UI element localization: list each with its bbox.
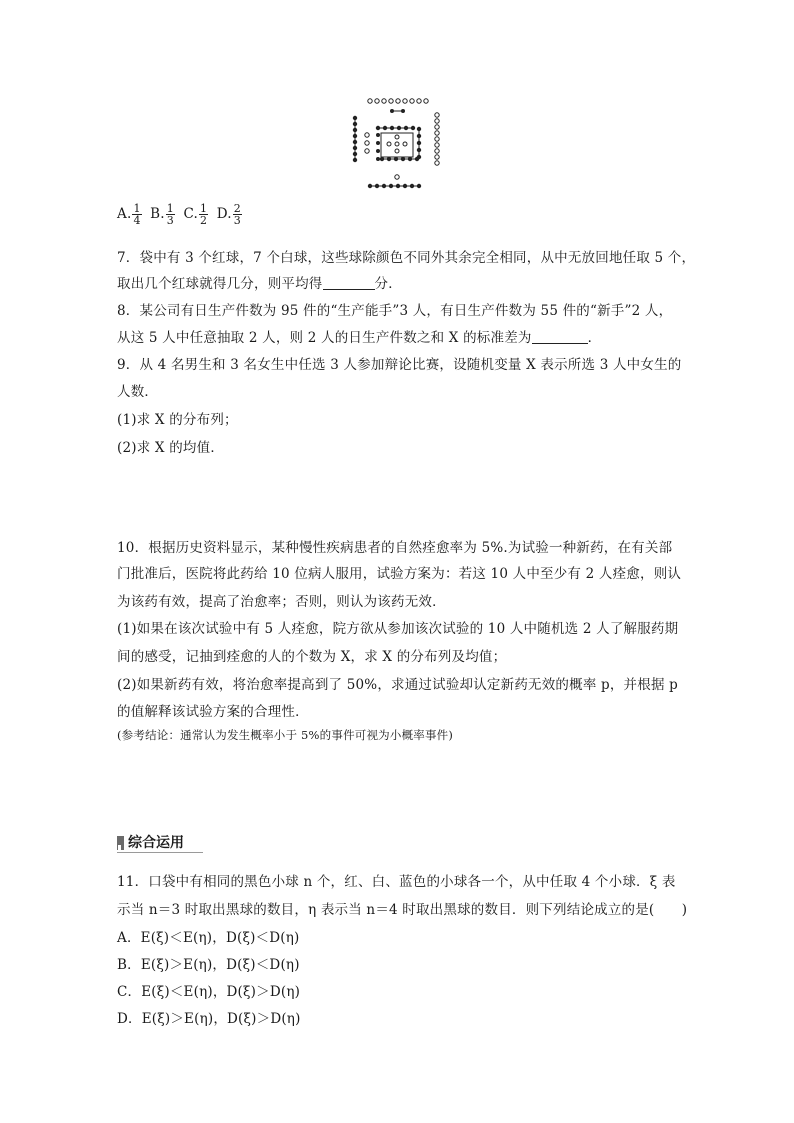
q9-part-2: (2)求 X 的均值．: [117, 440, 225, 456]
q10-part-2-line-1: (2)如果新药有效，将治愈率提高到了 50%，求通过试验却认定新药无效的概率 p，并根据 p: [117, 677, 678, 693]
section-divider: [117, 852, 203, 853]
right-column-hollow-dots: [435, 113, 439, 165]
q6-option-c[interactable]: C. $\frac{1}{2}$: [183, 202, 208, 227]
inner-left-hollow-dots: [365, 133, 369, 153]
q10-part-1-line-2: 间的感受，记抽到痊愈的人的个数为 X，求 X 的分布列及均值；: [117, 649, 507, 665]
q6-option-b[interactable]: B. $\frac{1}{3}$: [150, 202, 174, 227]
q6-options: [117, 203, 246, 226]
q6-option-d[interactable]: D. $\frac{2}{3}$: [216, 202, 241, 227]
bottom-single-hollow-dot: [395, 175, 399, 179]
q11-option-c[interactable]: C．E(ξ)＜E(η)，D(ξ)＞D(η): [117, 984, 301, 1000]
luoshu-dot-diagram: [345, 93, 445, 193]
q9-part-1: (1)求 X 的分布列；: [117, 412, 238, 428]
q7-line-1: 7．袋中有 3 个红球，7 个白球，这些球除颜色不同外其余完全相同，从中无放回地任取 5 个，: [117, 250, 696, 266]
top-row-hollow-dots: [368, 99, 428, 103]
fraction: $\frac{2}{3}$: [233, 202, 241, 227]
bottom-row-solid-dots: [368, 184, 421, 188]
q8-line-2: 从这 5 人中任意抽取 2 人，则 2 人的日生产件数之和 X 的标准差为 ．: [117, 330, 602, 346]
q9-line-1: 9．从 4 名男生和 3 名女生中任选 3 人参加辩论比赛，设随机变量 X 表示所选 3 人中女生的: [117, 357, 682, 373]
fraction: $\frac{1}{2}$: [200, 202, 208, 227]
section-title: 综合运用: [128, 835, 184, 851]
q10-part-2-line-2: 的值解释该试验方案的合理性．: [117, 704, 309, 720]
q10-reference-note: (参考结论：通常认为发生概率小于 5%的事件可视为小概率事件): [117, 728, 454, 742]
center-cross-hollow-dots: [387, 135, 407, 153]
q7-line-2: 取出几个红球就得几分，则平均得 分．: [117, 276, 402, 292]
fraction: $\frac{1}{3}$: [166, 202, 174, 227]
q11-option-d[interactable]: D．E(ξ)＞E(η)，D(ξ)＞D(η): [117, 1011, 301, 1027]
q11-line-1: 11．口袋中有相同的黑色小球 n 个，红、白、蓝色的小球各一个，从中任取 4 个小球．ξ 表: [117, 874, 676, 890]
q11-option-a[interactable]: A．E(ξ)＜E(η)，D(ξ)＜D(η): [117, 930, 300, 946]
fraction: $\frac{1}{4}$: [133, 202, 141, 227]
q6-option-a[interactable]: A. $\frac{1}{4}$: [117, 202, 141, 227]
inner-right-solid-dots: [417, 127, 421, 159]
q10-part-1-line-1: (1)如果在该次试验中有 5 人痊愈，院方欲从参加该次试验的 10 人中随机选 2 人了解服药期: [117, 621, 679, 637]
top-pair-solid-dots: [390, 109, 405, 113]
left-column-solid-dots: [353, 116, 357, 162]
q8-line-1: 8．某公司有日生产件数为 95 件的“生产能手”3 人，有日生产件数为 55 件的“新手”2 人，: [117, 303, 673, 319]
q10-line-2: 门批准后，医院将此药给 10 位病人服用，试验方案为：若这 10 人中至少有 2 人痊愈，则认: [117, 566, 682, 582]
upper-row-solid-dots: [376, 126, 415, 130]
center-square-solid-dots: [376, 133, 380, 161]
q9-line-2: 人数．: [117, 384, 159, 400]
q11-line-2: 示当 n＝3 时取出黑球的数目，η 表示当 n＝4 时取出黑球的数目．则下列结论成立的是( ): [117, 902, 688, 918]
q8-answer-blank[interactable]: [532, 331, 588, 344]
q11-option-b[interactable]: B．E(ξ)＞E(η)，D(ξ)＜D(η): [117, 957, 300, 973]
q7-answer-blank[interactable]: [323, 277, 375, 290]
q10-line-1: 10．根据历史资料显示，某种慢性疾病患者的自然痊愈率为 5%.为试验一种新药，在有关部: [117, 540, 673, 556]
section-header: [117, 832, 203, 852]
q10-line-3: 为该药有效，提高了治愈率；否则，则认为该药无效．: [117, 594, 446, 610]
